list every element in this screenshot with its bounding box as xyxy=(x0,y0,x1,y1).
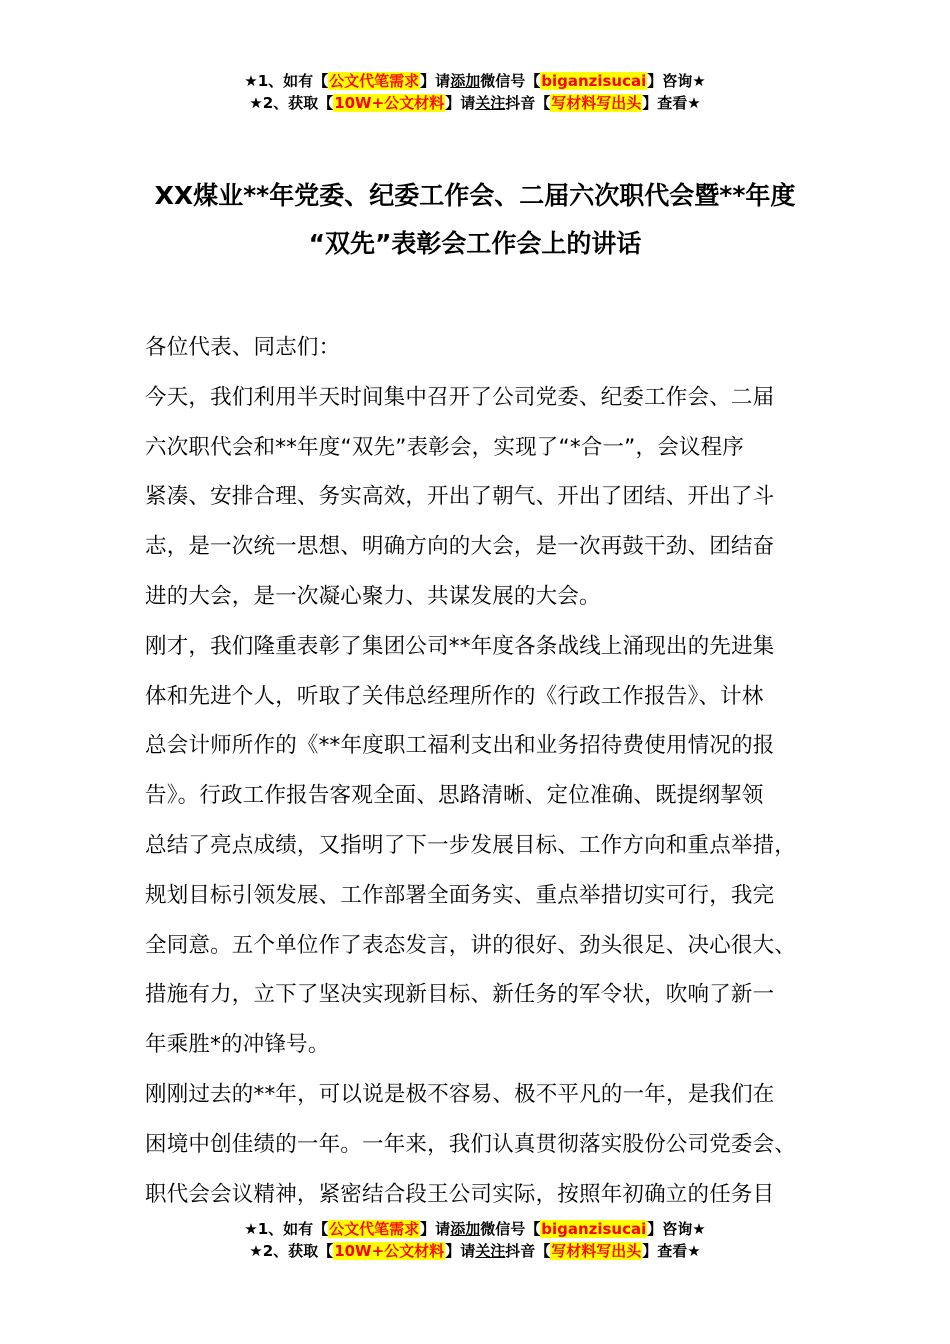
salutation-text: 各位代表、同志们： xyxy=(145,335,341,360)
banner-text: 】请 xyxy=(420,72,451,90)
banner-highlight: 公文代笔需求 xyxy=(329,1220,420,1238)
paragraph-line: 告》。行政工作报告客观全面、思路清晰、定位准确、既提纲挈领 xyxy=(145,783,764,809)
paragraph-line: 规划目标引领发展、工作部署全面务实、重点举措切实可行，我完 xyxy=(145,882,775,908)
paragraph-line: 措施有力，立下了坚决实现新目标、新任务的军令状，吹响了新一 xyxy=(145,982,775,1008)
banner-text: ★2、获取【 xyxy=(249,1242,334,1260)
paragraph-line: 刚才，我们隆重表彰了集团公司**年度各条战线上涌现出的先进集 xyxy=(145,633,775,659)
title-line: “双先”表彰会工作会上的讲话 xyxy=(308,229,642,258)
banner-text: 】咨询★ xyxy=(647,1220,706,1238)
banner-text: 】查看★ xyxy=(642,1242,701,1260)
paragraph-line: 困境中创佳绩的一年。一年来，我们认真贯彻落实股份公司党委会、 xyxy=(145,1131,797,1157)
paragraph-line: 体和先进个人，听取了关伟总经理所作的《行政工作报告》、计林 xyxy=(145,683,764,709)
banner-text: 】请 xyxy=(445,94,476,112)
paragraph-line: 总会计师所作的《**年度职工福利支出和业务招待费使用情况的报 xyxy=(145,733,775,759)
paragraph-line: 总结了亮点成绩，又指明了下一步发展目标、工作方向和重点举措， xyxy=(145,832,797,858)
banner-text: 】咨询★ xyxy=(647,72,706,90)
banner-text: ★1、如有【 xyxy=(244,72,329,90)
banner-text: ★1、如有【 xyxy=(244,1220,329,1238)
banner-text: ★2、获取【 xyxy=(249,94,334,112)
banner-underlined-text: 关注 xyxy=(475,94,506,112)
banner-text: 】查看★ xyxy=(642,94,701,112)
banner-highlight: 写材料写出头 xyxy=(551,1242,642,1260)
banner-highlight: 公文代笔需求 xyxy=(329,72,420,90)
banner-highlight: biganzisucai xyxy=(541,72,647,90)
paragraph-line: 职代会会议精神，紧密结合段王公司实际，按照年初确立的任务目 xyxy=(145,1181,775,1207)
paragraph-line: 刚刚过去的**年，可以说是极不容易、极不平凡的一年，是我们在 xyxy=(145,1081,775,1107)
banner-text: 】请 xyxy=(445,1242,476,1260)
document-title xyxy=(0,172,950,268)
title-line: XX煤业**年党委、纪委工作会、二届六次职代会暨**年度 xyxy=(154,181,796,210)
header-banner xyxy=(0,70,950,114)
paragraph-line: 全同意。五个单位作了表态发言，讲的很好、劲头很足、决心很大、 xyxy=(145,932,797,958)
banner-highlight: 写材料写出头 xyxy=(551,94,642,112)
banner-text: 抖音【 xyxy=(505,1242,551,1260)
paragraph-line: 六次职代会和**年度“双先”表彰会，实现了“*合一”，会议程序 xyxy=(145,434,745,460)
paragraph-line: 今天，我们利用半天时间集中召开了公司党委、纪委工作会、二届 xyxy=(145,384,775,410)
banner-highlight: 10W+公文材料 xyxy=(334,1242,445,1260)
footer-banner xyxy=(0,1218,950,1262)
banner-underlined-text: 关注 xyxy=(475,1242,506,1260)
banner-line-1 xyxy=(0,70,950,92)
banner-text: 抖音【 xyxy=(505,94,551,112)
banner-line-1 xyxy=(0,1218,950,1240)
document-body xyxy=(145,323,835,1219)
banner-highlight: biganzisucai xyxy=(541,1220,647,1238)
banner-text: 】请 xyxy=(420,1220,451,1238)
banner-line-2 xyxy=(0,1240,950,1262)
banner-text: 微信号【 xyxy=(480,72,541,90)
banner-underlined-text: 添加 xyxy=(450,72,481,90)
banner-text: 微信号【 xyxy=(480,1220,541,1238)
banner-line-2 xyxy=(0,92,950,114)
banner-underlined-text: 添加 xyxy=(450,1220,481,1238)
salutation xyxy=(145,323,835,373)
paragraph-line: 进的大会，是一次凝心聚力、共谋发展的大会。 xyxy=(145,583,601,609)
paragraph-line: 年乘胜*的冲锋号。 xyxy=(145,1032,330,1058)
banner-highlight: 10W+公文材料 xyxy=(334,94,445,112)
paragraph-line: 志，是一次统一思想、明确方向的大会，是一次再鼓干劲、团结奋 xyxy=(145,534,775,560)
paragraph-line: 紧凑、安排合理、务实高效，开出了朝气、开出了团结、开出了斗 xyxy=(145,484,775,510)
